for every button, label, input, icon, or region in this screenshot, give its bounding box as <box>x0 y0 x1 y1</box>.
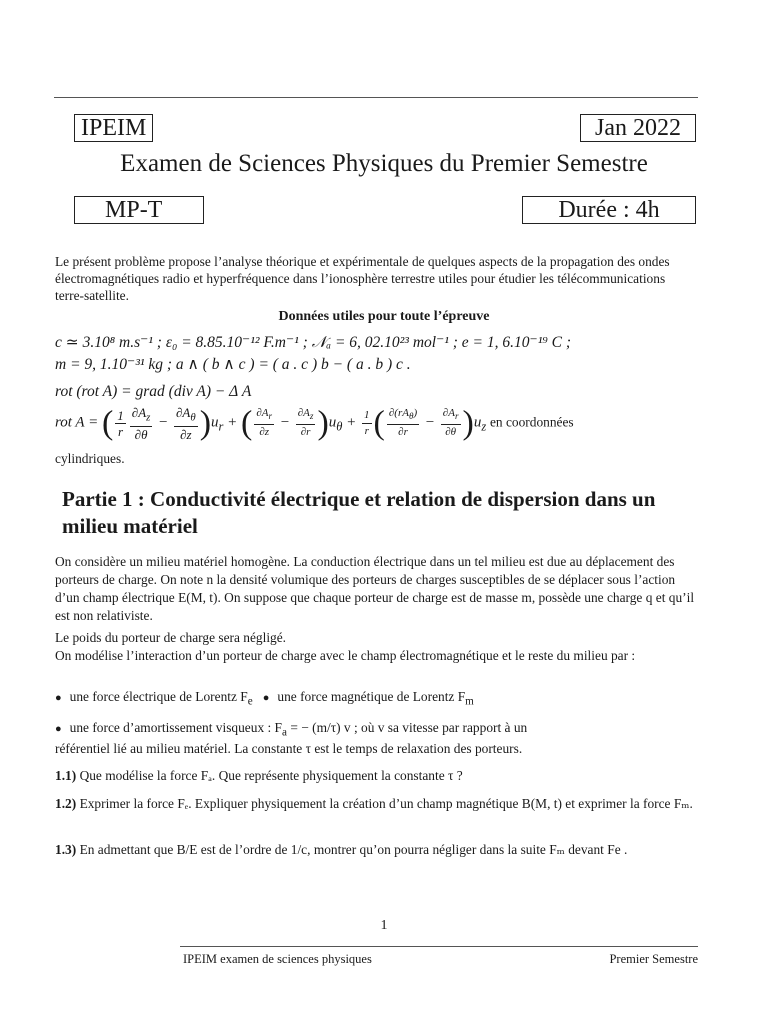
exam-title: Examen de Sciences Physiques du Premier Semestre <box>120 150 648 177</box>
part1-paragraph-1: On considère un milieu matériel homogène. La conduction électrique dans un tel milieu est due au déplacement des porteurs de charge. On note n la densité volumique des porteurs de charges susceptibles de se déplacer sous l’action d’un champ électrique E(M, t). On suppose que chaque porteur de charge est de masse m, possède une charge q et qu’il est non relativiste. <box>55 554 695 623</box>
bullet-forces-2: ● une force d’amortissement visqueux : $F_a$ = − (m/τ) v ; où v sa vitesse par rapport à un <box>55 720 528 739</box>
bullet3-sub: a <box>282 726 287 739</box>
part1-title: Partie 1 : Conductivité électrique et relation de dispersion dans un milieu matériel <box>62 487 656 538</box>
constants-line-2: m = 9, 1.10⁻³¹ kg ; a ∧ ( b ∧ c ) = ( a . c ) b − ( a . b ) c . <box>55 356 411 373</box>
constants-line-1: c ≃ 3.10⁸ m.s⁻¹ ; ε₀ = 8.85.10⁻¹² F.m⁻¹ ; 𝒩ₐ = 6, 02.10²³ mol⁻¹ ; e = 1, 6.10⁻¹⁹ C ; <box>55 334 571 351</box>
bullet1-text: une force électrique de Lorentz F <box>69 689 248 704</box>
top-rule <box>54 97 698 98</box>
footer-right: Premier Semestre <box>609 952 698 966</box>
q2-text: Exprimer la force Fₑ. Expliquer physiquement la création d’un champ magnétique B(M, t) et exprimer la force Fₘ. <box>79 796 693 811</box>
bullet3-continuation: référentiel lié au milieu matériel. La constante τ est le temps de relaxation des porteurs. <box>55 741 523 756</box>
bullet2-text: une force magnétique de Lorentz F <box>277 689 466 704</box>
exam-date: Jan 2022 <box>595 115 681 141</box>
rot-label: rot A = <box>55 414 99 431</box>
rot-tail: en coordonnées <box>489 414 574 430</box>
bullet1-sub: e <box>247 695 253 708</box>
bullet3-text-a: une force d’amortissement visqueux : F <box>69 720 282 735</box>
rot-rot-identity: rot (rot A) = grad (div A) − Δ A <box>55 383 252 400</box>
school-box <box>74 114 153 142</box>
q1-text: Que modélise la force Fₐ. Que représente physiquement la constante τ ? <box>79 768 463 783</box>
q3-number: 1.3) <box>55 842 77 857</box>
question-1-3 <box>55 841 697 859</box>
page-number: 1 <box>380 918 388 933</box>
intro-paragraph: Le présent problème propose l’analyse théorique et expérimentale de quelques aspects de la propagation des ondes électromagnétiques radio et hyperfréquence dans l’ionosphère terrestre utiles pour étudier les télécommunications terre-satellite. <box>55 254 670 303</box>
class-box <box>74 196 204 224</box>
rot-tail-2: cylindriques. <box>55 451 125 466</box>
exam-duration: Durée : 4h <box>558 197 660 223</box>
bullet3-text-b: = − (m/τ) v ; où v sa vitesse par rapport à un <box>290 720 528 735</box>
q2-number: 1.2) <box>55 796 77 811</box>
footer-rule <box>180 946 698 947</box>
bullet2-sub: m <box>465 695 474 708</box>
q3-text: En admettant que B/E est de l’ordre de 1/c, montrer qu’on pourra négliger dans la suite Fₘ devant Fe . <box>79 842 628 857</box>
bullet-forces-1: ● une force électrique de Lorentz $F_e$ ● une force magnétique de Lorentz $F_m$ <box>55 689 474 708</box>
question-1-2 <box>55 795 697 813</box>
part1-paragraph-3: On modélise l’interaction d’un porteur de charge avec le champ électromagnétique et le reste du milieu par : <box>55 648 636 663</box>
useful-data-heading: Données utiles pour toute l’épreuve <box>278 309 490 324</box>
school-name: IPEIM <box>81 115 147 141</box>
rot-cylindrical-formula: rot A = ( $\frac{1}{r}$ $\frac{\partial A_z}{\partial\theta}$ − $\frac{\partial A_\theta}{\partial z}$ )$u_r$ + ( $\frac{\partial A_r}{\partial z}$ − $\frac{\partial A_z}{\partial r}$ )$u_\theta$ + $\frac{1}{r}$ ( $\frac{\partial(rA_\theta)}{\partial r}$ − $\frac{\partial A_r}{\partial\theta}$ )$u_z$ en coordonnées <box>55 404 574 442</box>
part1-paragraph-2: Le poids du porteur de charge sera négligé. <box>55 630 287 645</box>
footer-left: IPEIM examen de sciences physiques <box>183 952 372 966</box>
duration-box <box>522 196 696 224</box>
class-name: MP-T <box>105 197 163 223</box>
question-1-1 <box>55 767 697 785</box>
date-box <box>580 114 696 142</box>
q1-number: 1.1) <box>55 768 77 783</box>
